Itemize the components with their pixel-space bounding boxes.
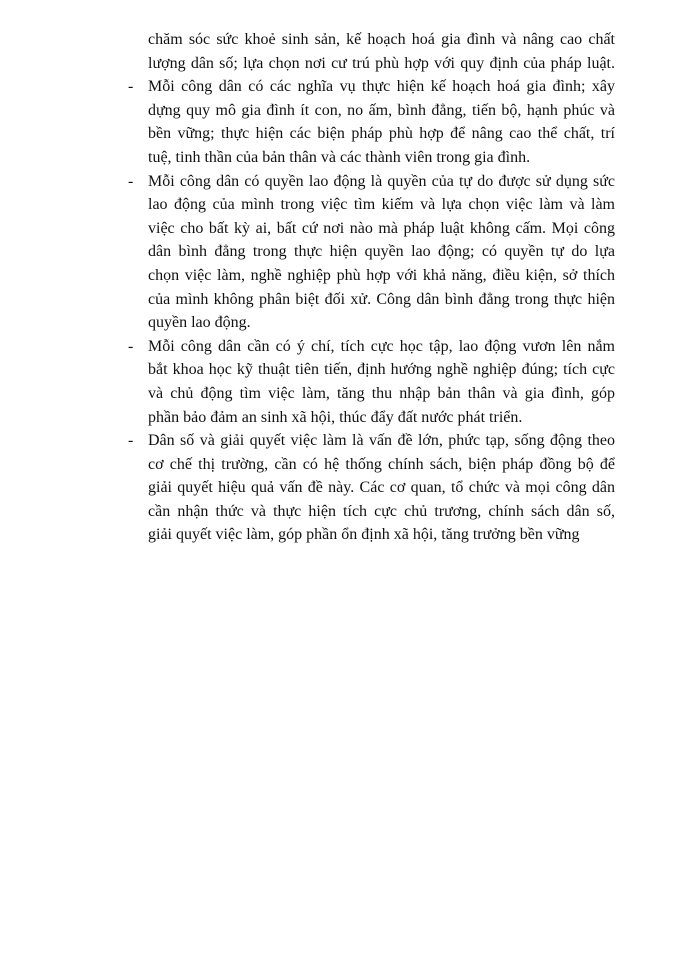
- line-text: lao động của mình trong việc tìm kiếm và lựa chọn việc làm và làm: [148, 196, 615, 214]
- text-line: [128, 335, 615, 359]
- line-text: lượng dân số; lựa chọn nơi cư trú phù hợp với quy định của pháp luật.: [148, 54, 615, 72]
- text-line: [128, 382, 615, 406]
- text-line: [128, 122, 615, 146]
- text-line: [128, 193, 615, 217]
- bullet-paragraph: [128, 429, 615, 547]
- line-text: phần bảo đảm an sinh xã hội, thúc đẩy đất nước phát triển.: [148, 408, 523, 426]
- line-text: và chủ động tìm việc làm, tăng thu nhập bản thân và gia đình, góp: [148, 384, 615, 402]
- bullet-marker: -: [128, 78, 134, 96]
- text-line: [128, 429, 615, 453]
- line-text: chăm sóc sức khoẻ sinh sản, kế hoạch hoá gia đình và nâng cao chất: [148, 31, 615, 48]
- bullet-marker: -: [128, 432, 134, 450]
- text-line: [128, 146, 615, 170]
- text-line: [128, 523, 615, 547]
- line-text: Mỗi công dân có các nghĩa vụ thực hiện kế hoạch hoá gia đình; xây: [148, 78, 615, 96]
- line-text: dựng quy mô gia đình ít con, no ấm, bình đẳng, tiến bộ, hạnh phúc và: [148, 101, 615, 119]
- text-line: [128, 217, 615, 241]
- line-text: quyền lao động.: [148, 314, 251, 332]
- continuation-paragraph: [128, 28, 615, 75]
- line-text: cần nhận thức và thực hiện tích cực chủ trương, chính sách dân số,: [148, 502, 615, 520]
- text-line: [128, 311, 615, 335]
- bullet-marker: -: [128, 172, 134, 190]
- text-line: [128, 28, 615, 52]
- line-text: tuệ, tinh thần của bản thân và các thành viên trong gia đình.: [148, 148, 531, 166]
- text-line: [128, 500, 615, 524]
- line-text: Mỗi công dân có quyền lao động là quyền của tự do được sử dụng sức: [148, 172, 615, 190]
- line-text: bắt khoa học kỹ thuật tiên tiến, định hướng nghề nghiệp đúng; tích cực: [148, 361, 615, 379]
- text-line: [128, 75, 615, 99]
- text-line: [128, 406, 615, 430]
- text-line: [128, 99, 615, 123]
- bullet-marker: -: [128, 337, 134, 355]
- bullet-paragraph: [128, 75, 615, 169]
- text-line: [128, 264, 615, 288]
- text-line: [128, 240, 615, 264]
- line-text: dân bình đẳng trong thực hiện quyền lao động; có quyền tự do lựa: [148, 243, 615, 261]
- bullet-paragraph: [128, 335, 615, 429]
- line-text: việc cho bất kỳ ai, bất cứ nơi nào mà pháp luật không cấm. Mọi công: [148, 219, 615, 237]
- line-text: chọn việc làm, nghề nghiệp phù hợp với khả năng, điều kiện, sở thích: [148, 266, 615, 284]
- line-text: giải quyết việc làm, góp phần ổn định xã hội, tăng trưởng bền vững: [148, 526, 580, 544]
- text-line: [128, 170, 615, 194]
- text-line: [128, 288, 615, 312]
- document-body: [128, 28, 615, 547]
- text-line: [128, 476, 615, 500]
- text-line: [128, 453, 615, 477]
- line-text: bền vững; thực hiện các biện pháp phù hợp để nâng cao thể chất, trí: [148, 125, 615, 143]
- line-text: giải quyết hiệu quả vấn đề này. Các cơ quan, tổ chức và mọi công dân: [148, 479, 615, 497]
- line-text: của mình không phân biệt đối xử. Công dân bình đẳng trong thực hiện: [148, 290, 615, 308]
- line-text: Mỗi công dân cần có ý chí, tích cực học tập, lao động vươn lên nắm: [148, 337, 615, 355]
- text-line: [128, 52, 615, 76]
- line-text: Dân số và giải quyết việc làm là vấn đề lớn, phức tạp, sống động theo: [148, 432, 615, 450]
- text-line: [128, 358, 615, 382]
- bullet-paragraph: [128, 170, 615, 335]
- line-text: cơ chế thị trường, cần có hệ thống chính sách, biện pháp đồng bộ để: [148, 455, 615, 473]
